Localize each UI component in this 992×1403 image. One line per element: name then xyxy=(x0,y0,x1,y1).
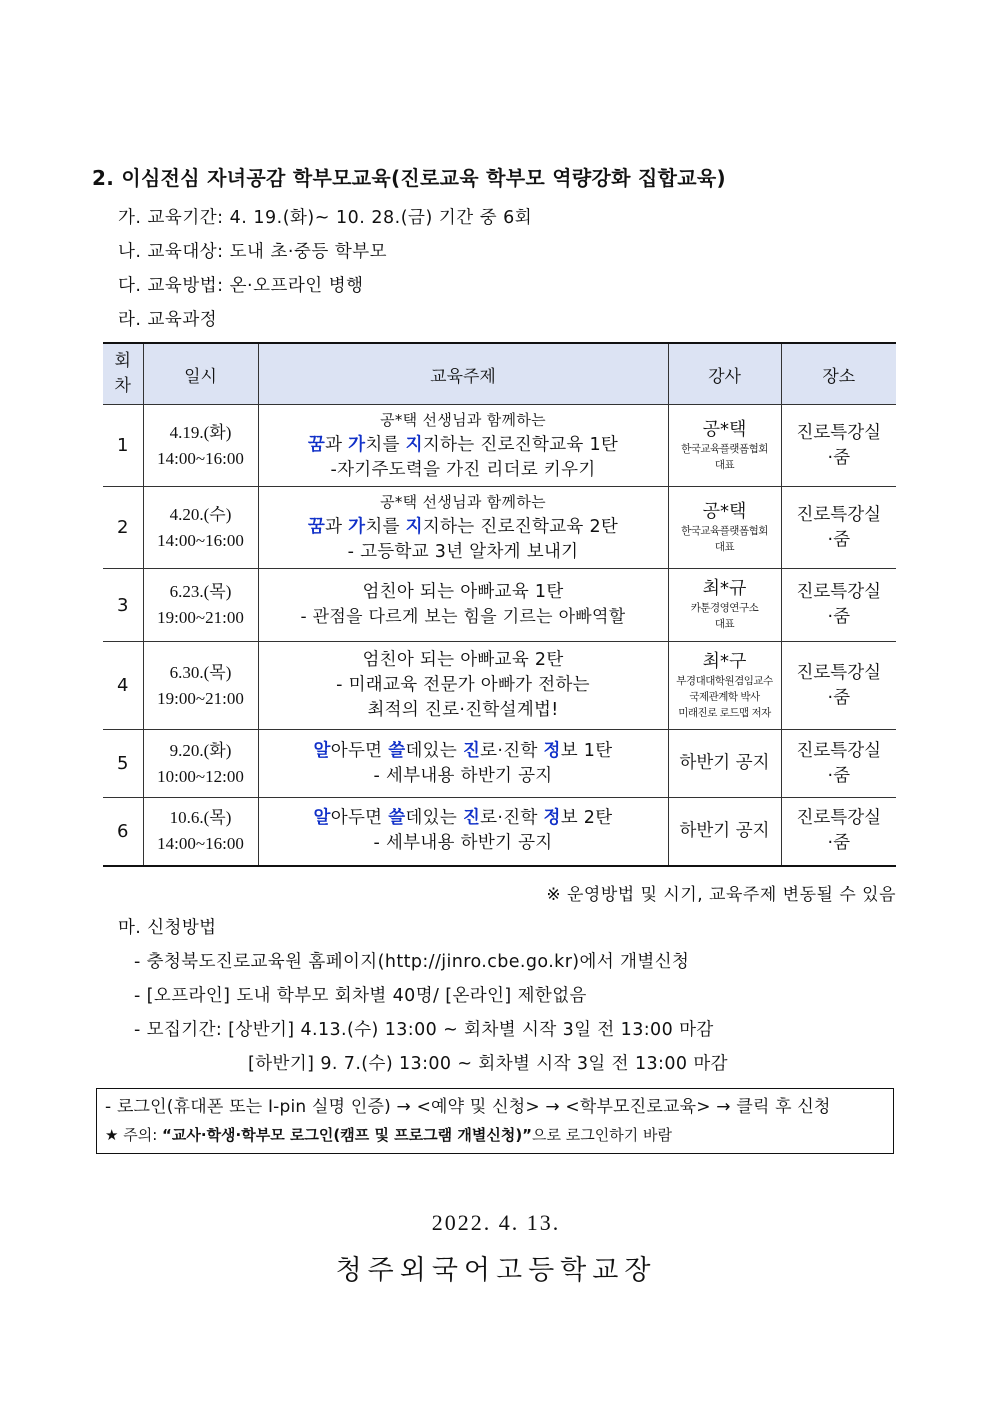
row-no: 6 xyxy=(103,798,143,866)
row-datetime: 4.19.(화) 14:00~16:00 xyxy=(143,405,258,487)
info-method: 다. 교육방법: 온·오프라인 병행 xyxy=(118,276,364,296)
apply-title: 마. 신청방법 xyxy=(118,918,217,938)
login-steps: - 로그인(휴대폰 또는 I-pin 실명 인증) → <예약 및 신청> → <학부모진로교육> → 클릭 후 신청 xyxy=(105,1097,831,1117)
table-row xyxy=(103,569,896,642)
row-datetime: 9.20.(화) 10:00~12:00 xyxy=(143,730,258,798)
row-topic: 엄친아 되는 아빠교육 1탄 - 관점을 다르게 보는 힘을 기르는 아빠역할 xyxy=(258,569,668,642)
row-no: 3 xyxy=(103,569,143,642)
change-notice: ※ 운영방법 및 시기, 교육주제 변동될 수 있음 xyxy=(546,885,896,905)
row-lecturer: 최*구 부경대대학원겸임교수 국제관계학 박사 미래진로 로드맵 저자 xyxy=(668,642,781,730)
row-datetime: 10.6.(목) 14:00~16:00 xyxy=(143,798,258,866)
row-lecturer: 하반기 공지 xyxy=(668,798,781,866)
info-period: 가. 교육기간: 4. 19.(화)~ 10. 28.(금) 기간 중 6회 xyxy=(118,208,533,228)
row-datetime: 6.23.(목) 19:00~21:00 xyxy=(143,569,258,642)
apply-line-period-first: - 모집기간: [상반기] 4.13.(수) 13:00 ~ 회차별 시작 3일 전 13:00 마감 xyxy=(134,1020,714,1040)
table-row xyxy=(103,405,896,487)
info-course: 라. 교육과정 xyxy=(118,310,218,330)
apply-line-period-second: [하반기] 9. 7.(수) 13:00 ~ 회차별 시작 3일 전 13:00 마감 xyxy=(248,1054,728,1074)
row-topic: 공*택 선생님과 함께하는 꿈과 가치를 지지하는 진로진학교육 1탄 -자기주도력을 가진 리더로 키우기 xyxy=(258,405,668,487)
row-place: 진로특강실 ·줌 xyxy=(781,730,896,798)
row-lecturer: 공*택 한국교육플랫폼협회 대표 xyxy=(668,405,781,487)
header-place: 장소 xyxy=(781,343,896,405)
table-row xyxy=(103,487,896,569)
row-topic: 공*택 선생님과 함께하는 꿈과 가치를 지지하는 진로진학교육 2탄 - 고등학교 3년 알차게 보내기 xyxy=(258,487,668,569)
row-no: 4 xyxy=(103,642,143,730)
header-datetime: 일시 xyxy=(143,343,258,405)
row-place: 진로특강실 ·줌 xyxy=(781,569,896,642)
row-datetime: 4.20.(수) 14:00~16:00 xyxy=(143,487,258,569)
header-lecturer: 강사 xyxy=(668,343,781,405)
section-heading: 2. 이심전심 자녀공감 학부모교육(진로교육 학부모 역량강화 집합교육) xyxy=(92,166,726,190)
row-lecturer: 공*택 한국교육플랫폼협회 대표 xyxy=(668,487,781,569)
issue-date: 2022. 4. 13. xyxy=(431,1210,561,1235)
row-topic: 알아두면 쓸데있는 진로·진학 정보 1탄 - 세부내용 하반기 공지 xyxy=(258,730,668,798)
row-no: 5 xyxy=(103,730,143,798)
row-place: 진로특강실 ·줌 xyxy=(781,405,896,487)
login-instruction-box xyxy=(96,1088,894,1154)
apply-line-capacity: - [오프라인] 도내 학부모 회차별 40명/ [온라인] 제한없음 xyxy=(134,986,587,1006)
table-row xyxy=(103,730,896,798)
info-target: 나. 교육대상: 도내 초·중등 학부모 xyxy=(118,242,388,262)
row-lecturer: 최*규 카툰경영연구소 대표 xyxy=(668,569,781,642)
row-place: 진로특강실 ·줌 xyxy=(781,798,896,866)
row-topic: 엄친아 되는 아빠교육 2탄 - 미래교육 전문가 아빠가 전하는 최적의 진로·진학설계법! xyxy=(258,642,668,730)
row-topic: 알아두면 쓸데있는 진로·진학 정보 2탄 - 세부내용 하반기 공지 xyxy=(258,798,668,866)
header-no: 회차 xyxy=(103,343,143,405)
course-table xyxy=(103,342,896,867)
login-caution: ★ 주의: “교사·학생·학부모 로그인(캠프 및 프로그램 개별신청)”으로 로그인하기 바람 xyxy=(105,1126,672,1144)
row-place: 진로특강실 ·줌 xyxy=(781,642,896,730)
row-lecturer: 하반기 공지 xyxy=(668,730,781,798)
school-principal: 청주외국어고등학교장 xyxy=(335,1255,657,1286)
row-no: 1 xyxy=(103,405,143,487)
table-header-row xyxy=(103,343,896,405)
row-place: 진로특강실 ·줌 xyxy=(781,487,896,569)
table-row xyxy=(103,798,896,866)
table-row xyxy=(103,642,896,730)
row-datetime: 6.30.(목) 19:00~21:00 xyxy=(143,642,258,730)
header-topic: 교육주제 xyxy=(258,343,668,405)
apply-line-website: - 충청북도진로교육원 홈페이지(http://jinro.cbe.go.kr)에서 개별신청 xyxy=(134,952,690,972)
row-no: 2 xyxy=(103,487,143,569)
